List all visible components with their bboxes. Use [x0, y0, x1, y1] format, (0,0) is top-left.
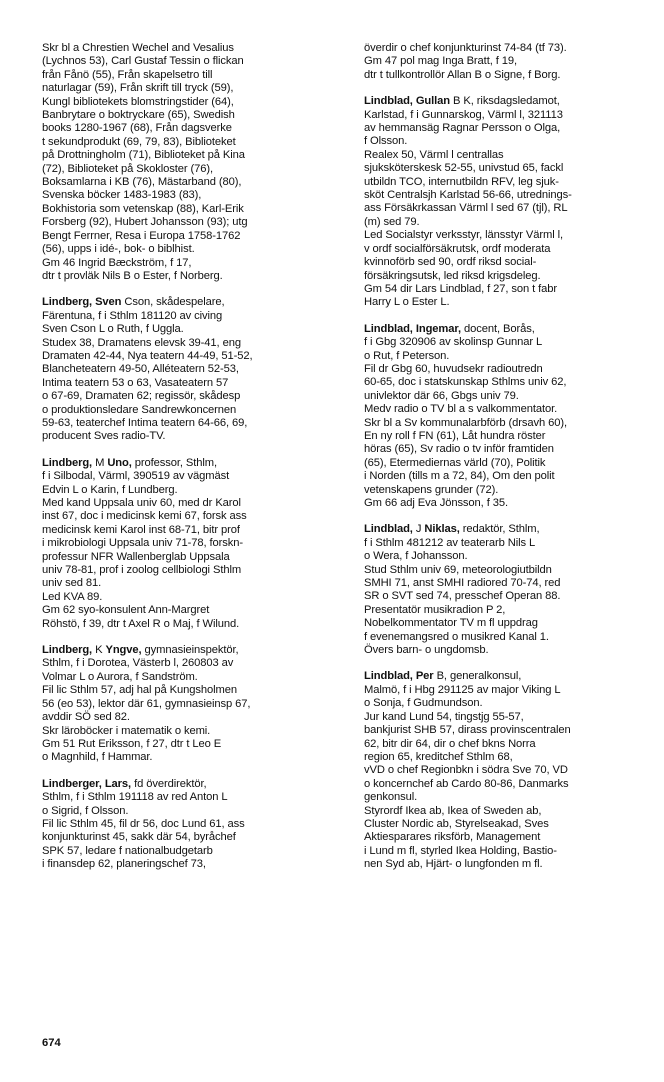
entry-text: M — [92, 456, 108, 469]
entry-text: univ sed 81. — [42, 577, 102, 590]
entry-text: ass Försäkrkassan Värml l sed 67 (tjl), RL — [364, 202, 568, 215]
biography-entry — [364, 523, 664, 657]
text-line — [42, 738, 340, 751]
text-line — [364, 376, 664, 389]
text-line — [42, 537, 340, 550]
biography-entry — [364, 323, 664, 511]
entry-text: i Lund m fl, styrled Ikea Holding, Bastio- — [364, 844, 557, 857]
entry-text: i finansdep 62, planeringschef 73, — [42, 858, 206, 871]
text-line — [364, 523, 664, 536]
entry-text: Led Socialstyr verksstyr, länsstyr Värml l, — [364, 229, 563, 242]
entry-text: Bengt Ferrner, Resa i Europa 1758-1762 — [42, 229, 241, 242]
entry-text: SPK 57, ledare f nationalbudgetarb — [42, 844, 213, 857]
entry-text: Sven Cson L o Ruth, f Uggla. — [42, 323, 184, 336]
entry-text: Harry L o Ester L. — [364, 296, 450, 309]
entry-text: sköt Centralsjh Karlstad 56-66, utrednings- — [364, 189, 572, 202]
text-line — [364, 711, 664, 724]
entry-text: Svenska böcker 1483-1983 (83), — [42, 189, 202, 202]
entry-text: Malmö, f i Hbg 291125 av major Viking L — [364, 683, 561, 696]
entry-text: Medv radio o TV bl a s valkommentator. — [364, 403, 558, 416]
entry-text: från Fånö (55), Från skapelsetro till — [42, 68, 213, 81]
entry-text: vetenskapens grunder (72). — [364, 483, 499, 496]
text-line — [364, 751, 664, 764]
text-line — [364, 95, 664, 108]
text-line — [364, 403, 664, 416]
entry-name: Niklas, — [424, 523, 460, 536]
text-line — [364, 537, 664, 550]
entry-text: Gm 51 Rut Eriksson, f 27, dtr t Leo E — [42, 737, 222, 750]
text-line — [42, 417, 340, 430]
text-line — [42, 831, 340, 844]
entry-text: producent Sves radio-TV. — [42, 430, 166, 443]
text-line — [364, 577, 664, 590]
text-line — [364, 764, 664, 777]
text-line — [364, 216, 664, 229]
text-line — [42, 203, 340, 216]
text-line — [42, 363, 340, 376]
text-line — [42, 377, 340, 390]
text-line — [42, 109, 340, 122]
text-line — [42, 404, 340, 417]
entry-text: B, generalkonsul, — [433, 670, 522, 683]
entry-text: 56 (eo 53), lektor där 61, gymnasieinsp 67, — [42, 697, 251, 710]
entry-text: univlektor där 66, Gbgs univ 79. — [364, 389, 519, 402]
text-line — [364, 644, 664, 657]
text-line — [42, 657, 340, 670]
text-line — [42, 350, 340, 363]
entry-text: 62, bitr dir 64, dir o chef bkns Norra — [364, 737, 536, 750]
text-line — [42, 270, 340, 283]
entry-text: dtr t provläk Nils B o Ester, f Norberg. — [42, 269, 223, 282]
text-line — [42, 805, 340, 818]
text-line — [364, 270, 664, 283]
entry-text: Dramaten 42-44, Nya teatern 44-49, 51-52, — [42, 349, 253, 362]
text-line — [364, 550, 664, 563]
entry-text: Forsberg (92), Hubert Johansson (93); utg — [42, 216, 248, 229]
entry-text: dtr t tullkontrollör Allan B o Signe, f Borg. — [364, 68, 561, 81]
text-line — [42, 457, 340, 470]
entry-text: kvinnoförb sed 90, ordf riksd social- — [364, 256, 537, 269]
text-line — [364, 417, 664, 430]
entry-text: i mikrobiologi Uppsala univ 71-78, forskn- — [42, 537, 243, 550]
biography-entry — [42, 778, 340, 872]
entry-text: Gm 47 pol mag Inga Bratt, f 19, — [364, 55, 517, 68]
entry-text: Cluster Nordic ab, Styrelseakad, Sves — [364, 817, 549, 830]
entry-name: Yngve, — [105, 644, 142, 657]
entry-text: Sthlm, f i Dorotea, Västerb l, 260803 av — [42, 657, 234, 670]
entry-text: Sthlm, f i Sthlm 191118 av red Anton L — [42, 791, 228, 804]
entry-text: o Magnhild, f Hammar. — [42, 751, 153, 764]
entry-text: gymnasieinspektör, — [141, 644, 239, 657]
entry-text: Gm 54 dir Lars Lindblad, f 27, son t fabr — [364, 282, 558, 295]
text-line — [364, 162, 664, 175]
text-line — [42, 243, 340, 256]
biography-entry — [42, 457, 340, 631]
text-line — [42, 577, 340, 590]
biography-entry — [364, 670, 664, 871]
text-line — [364, 42, 664, 55]
entry-text: Blancheteatern 49-50, Alléteatern 52-53, — [42, 363, 239, 376]
text-line — [364, 858, 664, 871]
entry-text: Led KVA 89. — [42, 590, 103, 603]
text-line — [42, 725, 340, 738]
text-line — [364, 390, 664, 403]
text-line — [42, 470, 340, 483]
text-line — [42, 122, 340, 135]
entry-text: v ordf socialförsäkrutsk, ordf moderata — [364, 242, 551, 255]
entry-text: 59-63, teaterchef Intima teatern 64-66, 69, — [42, 416, 248, 429]
entry-text: univ 78-81, prof i zoolog cellbiologi Sthlm — [42, 564, 242, 577]
biography-entry — [364, 95, 664, 310]
text-line — [42, 858, 340, 871]
entry-text: vVD o chef Regionbkn i södra Sve 70, VD — [364, 764, 568, 777]
entry-text: Röhstö, f 39, dtr t Axel R o Maj, f Wilund. — [42, 617, 240, 630]
left-column — [42, 42, 340, 885]
entry-text: Fil lic Sthlm 57, adj hal på Kungsholmen — [42, 684, 237, 697]
text-line — [364, 243, 664, 256]
text-line — [42, 845, 340, 858]
text-line — [42, 430, 340, 443]
text-line — [42, 82, 340, 95]
entry-text: Med kand Uppsala univ 60, med dr Karol — [42, 497, 241, 509]
entry-text: o Sonja, f Gudmundson. — [364, 697, 483, 710]
text-line — [364, 149, 664, 162]
entry-text: o Sigrid, f Olsson. — [42, 804, 129, 817]
text-line — [364, 443, 664, 456]
entry-text: B K, riksdagsledamot, — [450, 95, 560, 108]
text-line — [364, 818, 664, 831]
text-line — [364, 631, 664, 644]
entry-text: Edvin L o Karin, f Lundberg. — [42, 483, 178, 496]
text-line — [42, 671, 340, 684]
entry-name: Lindblad, Per — [364, 670, 434, 683]
text-line — [42, 149, 340, 162]
text-line — [42, 591, 340, 604]
text-line — [42, 310, 340, 323]
entry-text: avddir SÖ sed 82. — [42, 711, 130, 724]
text-line — [364, 670, 664, 683]
entry-text: Realex 50, Värml l centrallas — [364, 148, 504, 161]
text-line — [42, 55, 340, 68]
text-line — [42, 484, 340, 497]
text-line — [42, 618, 340, 631]
entry-text: utbildn TCO, internutbildn RFV, leg sjuk- — [364, 175, 559, 188]
text-line — [42, 176, 340, 189]
entry-text: Cson, skådespelare, — [121, 296, 225, 309]
text-line — [42, 69, 340, 82]
entry-text: redaktör, Sthlm, — [459, 523, 540, 536]
text-line — [364, 135, 664, 148]
entry-text: Färentuna, f i Sthlm 181120 av civing — [42, 309, 223, 322]
entry-text: t sekundprodukt (69, 79, 83), Biblioteket — [42, 135, 236, 148]
entry-text: J — [412, 523, 425, 536]
entry-text: Styrordf Ikea ab, Ikea of Sweden ab, — [364, 804, 542, 817]
entry-text: Jur kand Lund 54, tingstjg 55-57, — [364, 710, 524, 723]
entry-name: Uno, — [107, 456, 132, 469]
text-line — [42, 698, 340, 711]
text-line — [42, 510, 340, 523]
entry-text: inst 67, doc i medicinsk kemi 67, forsk ass — [42, 510, 247, 523]
entry-text: Skr läroböcker i matematik o kemi. — [42, 724, 211, 737]
entry-text: f i Gbg 320906 av skolinsp Gunnar L — [364, 336, 543, 349]
text-line — [364, 470, 664, 483]
page-number: 674 — [42, 1037, 61, 1049]
text-line — [364, 350, 664, 363]
text-line — [364, 363, 664, 376]
text-line — [364, 684, 664, 697]
text-line — [364, 323, 664, 336]
entry-text: professor, Sthlm, — [131, 456, 218, 469]
entry-text: höras (65), Sv radio o tv inför framtiden — [364, 443, 554, 456]
text-line — [364, 457, 664, 470]
entry-text: SR o SVT sed 74, presschef Operan 88. — [364, 590, 561, 603]
entry-text: medicinsk kemi Karol inst 68-71, bitr prof — [42, 523, 240, 536]
entry-text: K — [92, 644, 106, 657]
entry-text: Studex 38, Dramatens elevsk 39-41, eng — [42, 336, 241, 349]
text-line — [364, 831, 664, 844]
text-line — [42, 216, 340, 229]
text-line — [364, 484, 664, 497]
entry-text: fd överdirektör, — [131, 777, 207, 790]
text-line — [42, 644, 340, 657]
entry-text: (65), Etermediernas värld (70), Politik — [364, 456, 546, 469]
biography-entry — [42, 42, 340, 283]
entry-text: professur NFR Wallenberglab Uppsala — [42, 550, 230, 563]
entry-text: Karlstad, f i Gunnarskog, Värml l, 321113 — [364, 108, 563, 121]
entry-text: books 1280-1967 (68), Från dagsverke — [42, 122, 232, 135]
text-line — [42, 497, 340, 510]
text-line — [42, 684, 340, 697]
text-line — [42, 604, 340, 617]
entry-text: (m) sed 79. — [364, 215, 420, 228]
entry-text: f evenemangsred o musikred Kanal 1. — [364, 630, 549, 643]
entry-text: f Olsson. — [364, 135, 408, 148]
entry-text: Fil dr Gbg 60, huvudsekr radioutredn — [364, 362, 543, 375]
entry-text: Volmar L o Aurora, f Sandström. — [42, 670, 198, 683]
entry-text: Bokhistoria som vetenskap (88), Karl-Erik — [42, 202, 244, 215]
entry-text: överdir o chef konjunkturinst 74-84 (tf 73). — [364, 42, 567, 54]
entry-text: Nobelkommentator TV m fl uppdrag — [364, 617, 538, 630]
entry-text: f i Sthlm 481212 av teaterarb Nils L — [364, 536, 536, 549]
text-line — [364, 805, 664, 818]
text-line — [42, 551, 340, 564]
entry-text: Aktiesparares riksförb, Management — [364, 831, 541, 844]
entry-text: region 65, kreditchef Sthlm 68, — [364, 750, 513, 763]
text-line — [42, 524, 340, 537]
entry-text: o 67-69, Dramaten 62; regissör, skådesp — [42, 390, 241, 403]
entry-text: f i Silbodal, Värml, 390519 av vägmäst — [42, 470, 230, 483]
text-line — [364, 604, 664, 617]
text-line — [42, 296, 340, 309]
entry-text: (Lychnos 53), Carl Gustaf Tessin o flickan — [42, 55, 244, 68]
text-line — [364, 122, 664, 135]
entry-text: Kungl bibliotekets blomstringstider (64), — [42, 95, 234, 108]
entry-text: docent, Borås, — [461, 322, 535, 335]
entry-text: (56), upps i idé-, bok- o biblhist. — [42, 243, 195, 256]
entry-text: Skr bl a Sv kommunalarbförb (drsavh 60), — [364, 416, 568, 429]
text-line — [42, 564, 340, 577]
text-line — [364, 564, 664, 577]
entry-text: konjunkturinst 45, sakk där 54, byråchef — [42, 831, 236, 844]
text-line — [42, 337, 340, 350]
text-line — [42, 136, 340, 149]
biography-entry — [42, 644, 340, 765]
entry-text: genkonsul. — [364, 791, 418, 804]
entry-text: o produktionsledare Sandrewkoncernen — [42, 403, 237, 416]
text-line — [364, 590, 664, 603]
text-line — [364, 845, 664, 858]
entry-text: naturlagar (59), Från skrift till tryck (59), — [42, 82, 234, 95]
text-line — [364, 69, 664, 82]
text-line — [364, 336, 664, 349]
entry-text: nen Syd ab, Hjärt- o lungfonden m fl. — [364, 858, 543, 871]
entry-text: Intima teatern 53 o 63, Vasateatern 57 — [42, 376, 229, 389]
entry-text: i Norden (tills m a 72, 84), Om den polit — [364, 470, 555, 483]
entry-name: Lindberg, Sven — [42, 296, 122, 309]
text-line — [42, 42, 340, 55]
right-column — [364, 42, 664, 885]
entry-text: av hemmansäg Ragnar Persson o Olga, — [364, 122, 561, 135]
text-line — [42, 189, 340, 202]
text-line — [364, 430, 664, 443]
entry-text: 60-65, doc i statskunskap Sthlms univ 62, — [364, 376, 567, 389]
entry-text: (72), Biblioteket på Skokloster (76), — [42, 162, 214, 175]
entry-text: Stud Sthlm univ 69, meteorologiutbildn — [364, 563, 552, 576]
entry-text: på Drottningholm (71), Biblioteket på Kina — [42, 149, 245, 162]
entry-text: En ny roll f FN (61), Låt hundra röster — [364, 429, 546, 442]
text-line — [364, 724, 664, 737]
text-line — [364, 791, 664, 804]
text-line — [42, 323, 340, 336]
entry-name: Lindberger, Lars, — [42, 777, 132, 790]
text-line — [364, 176, 664, 189]
entry-text: sjuksköterskesk 52-55, univstud 65, fackl — [364, 162, 564, 175]
text-line — [42, 751, 340, 764]
entry-name: Lindblad, Gullan — [364, 95, 451, 108]
entry-text: Presentatör musikradion P 2, — [364, 603, 506, 616]
text-line — [364, 109, 664, 122]
entry-name: Lindberg, — [42, 456, 93, 469]
entry-text: Gm 62 syo-konsulent Ann-Margret — [42, 604, 210, 617]
entry-name: Lindberg, — [42, 644, 93, 657]
entry-text: o koncernchef ab Cardo 80-86, Danmarks — [364, 777, 569, 790]
entry-text: Gm 46 Ingrid Bæckström, f 17, — [42, 256, 192, 269]
text-line — [42, 163, 340, 176]
text-line — [364, 697, 664, 710]
text-line — [364, 202, 664, 215]
text-line — [364, 296, 664, 309]
text-line — [364, 55, 664, 68]
entry-text: Boksamlarna i KB (76), Mästarband (80), — [42, 176, 242, 189]
text-line — [364, 497, 664, 510]
text-line — [364, 229, 664, 242]
entry-text: o Rut, f Peterson. — [364, 349, 450, 362]
entry-name: Lindblad, — [364, 523, 413, 536]
entry-text: Banbrytare o boktryckare (65), Swedish — [42, 109, 235, 122]
text-line — [364, 738, 664, 751]
text-line — [364, 283, 664, 296]
entry-text: bankjurist SHB 57, dirass provinscentralen — [364, 724, 571, 737]
entry-text: Övers barn- o ungdomsb. — [364, 644, 489, 657]
text-line — [364, 256, 664, 269]
entry-text: SMHI 71, anst SMHI radiored 70-74, red — [364, 577, 561, 590]
text-line — [42, 96, 340, 109]
entry-text: o Wera, f Johansson. — [364, 550, 468, 563]
text-line — [42, 818, 340, 831]
entry-name: Lindblad, Ingemar, — [364, 322, 462, 335]
text-line — [42, 791, 340, 804]
text-line — [364, 778, 664, 791]
text-line — [42, 778, 340, 791]
entry-text: Gm 66 adj Eva Jönsson, f 35. — [364, 497, 508, 509]
text-line — [42, 257, 340, 270]
text-line — [364, 617, 664, 630]
text-line — [42, 390, 340, 403]
text-line — [364, 189, 664, 202]
entry-text: Fil lic Sthlm 45, fil dr 56, doc Lund 61, ass — [42, 817, 245, 830]
text-line — [42, 711, 340, 724]
entry-text: Skr bl a Chrestien Wechel and Vesalius — [42, 42, 234, 54]
biography-entry — [42, 296, 340, 443]
text-line — [42, 230, 340, 243]
entry-text: försäkringsutsk, led riksd krigsdeleg. — [364, 269, 541, 282]
biography-entry — [364, 42, 664, 82]
